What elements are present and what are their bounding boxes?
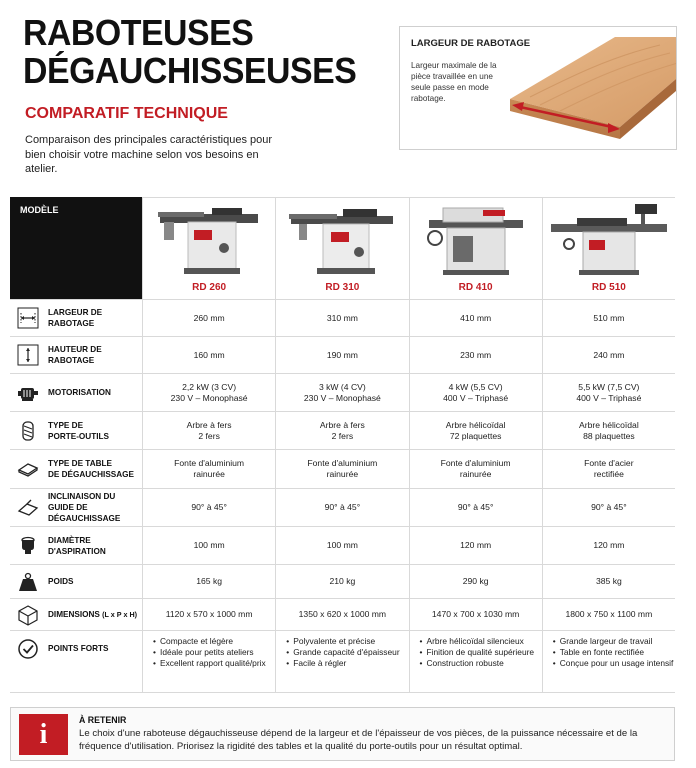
comparison-table (10, 197, 675, 693)
table-row (10, 374, 675, 412)
row-label (10, 599, 142, 630)
planing-width-icon (16, 306, 40, 330)
list-item: • Idéale pour petits ateliers (153, 647, 266, 658)
dust-port-icon (16, 534, 40, 558)
list-item: • Construction robuste (420, 658, 535, 669)
model-name-rd260: RD 260 (192, 282, 227, 293)
row-label-line-2: GUIDE DE DÉGAUCHISSAGE (48, 503, 121, 523)
page-title-line-1: RABOTEUSES (23, 12, 254, 53)
table-cell: 385 kg (542, 565, 675, 598)
list-item: • Table en fonte rectifiée (553, 647, 674, 658)
row-label-line-2: RABOTAGE (48, 356, 95, 365)
model-column-rd410 (409, 197, 542, 299)
table-cell: Arbre hélicoïdal 72 plaquettes (409, 412, 542, 449)
list-item: • Facile à régler (286, 658, 399, 669)
table-cell: 1470 x 700 x 1030 mm (409, 599, 542, 630)
model-name-rd510: RD 510 (591, 282, 626, 293)
dimensions-icon (16, 603, 40, 627)
table-cell: Arbre à fers 2 fers (142, 412, 275, 449)
table-cell: 90° à 45° (409, 489, 542, 526)
machine-image-rd310 (287, 202, 397, 278)
table-row (10, 489, 675, 527)
table-cell (275, 631, 408, 692)
callout-title: LARGEUR DE RABOTAGE (411, 38, 531, 49)
table-cell: 90° à 45° (275, 489, 408, 526)
table-cell: 120 mm (409, 527, 542, 564)
row-label (10, 300, 142, 336)
row-label-line-1: POIDS (48, 577, 74, 586)
row-label-line-1: DIMENSIONS (48, 610, 100, 619)
note-title: À RETENIR (79, 715, 127, 725)
table-cell: 510 mm (542, 300, 675, 336)
table-cell: 120 mm (542, 527, 675, 564)
list-item: • Arbre hélicoïdal silencieux (420, 636, 535, 647)
cutter-head-icon (16, 419, 40, 443)
row-label-line-1: LARGEUR DE (48, 308, 103, 317)
row-label-line-1: HAUTEUR DE (48, 345, 102, 354)
table-cell: 410 mm (409, 300, 542, 336)
strengths-list-rd310 (286, 636, 399, 669)
table-cell: Arbre à fers 2 fers (275, 412, 408, 449)
machine-image-rd260 (154, 202, 264, 278)
machine-image-rd410 (421, 202, 531, 278)
list-item: • Compacte et légère (153, 636, 266, 647)
row-label (10, 412, 142, 449)
strengths-list-rd510 (553, 636, 674, 669)
table-cell (142, 631, 275, 692)
list-item: • Grande capacité d'épaisseur (286, 647, 399, 658)
row-label-suffix: (L x P x H) (102, 610, 138, 619)
row-label-line-1: TYPE DE (48, 420, 84, 430)
table-cell: 5,5 kW (7,5 CV) 400 V – Triphasé (542, 374, 675, 411)
table-row-strengths (10, 631, 675, 693)
model-column-rd260 (142, 197, 275, 299)
table-cell: Arbre hélicoïdal 88 plaquettes (542, 412, 675, 449)
model-name-rd310: RD 310 (325, 282, 360, 293)
table-plate-icon (16, 457, 40, 481)
table-cell: 4 kW (5,5 CV) 400 V – Triphasé (409, 374, 542, 411)
model-header: MODÈLE (10, 197, 142, 299)
table-cell: 1800 x 750 x 1100 mm (542, 599, 675, 630)
table-row (10, 450, 675, 489)
check-circle-icon (16, 637, 40, 661)
row-label-line-2: DE DÉGAUCHISSAGE (48, 470, 134, 479)
row-label-line-1: MOTORISATION (48, 388, 111, 397)
table-cell: 90° à 45° (142, 489, 275, 526)
table-cell: Fonte d'aluminium rainurée (275, 450, 408, 488)
table-cell: Fonte d'aluminium rainurée (142, 450, 275, 488)
table-cell (542, 631, 675, 692)
table-cell: 190 mm (275, 337, 408, 373)
table-row (10, 412, 675, 450)
page-title (23, 14, 356, 90)
table-cell: 210 kg (275, 565, 408, 598)
fence-tilt-icon (16, 496, 40, 520)
machine-image-rd510 (549, 202, 669, 278)
strengths-list-rd410 (420, 636, 535, 669)
row-label-line-1: INCLINAISON DU (48, 492, 116, 501)
table-cell: 100 mm (142, 527, 275, 564)
callout-text: Largeur maximale de la pièce travaillée en une seule passe en mode rabotage. (411, 61, 497, 103)
motor-icon (16, 381, 40, 405)
table-cell: Fonte d'acier rectifiée (542, 450, 675, 488)
list-item: • Grande largeur de travail (553, 636, 674, 647)
table-cell: 2,2 kW (3 CV) 230 V – Monophasé (142, 374, 275, 411)
table-cell: 1350 x 620 x 1000 mm (275, 599, 408, 630)
table-cell: 240 mm (542, 337, 675, 373)
model-name-rd410: RD 410 (458, 282, 493, 293)
table-cell: 1120 x 570 x 1000 mm (142, 599, 275, 630)
row-label (10, 631, 142, 692)
list-item: • Polyvalente et précise (286, 636, 399, 647)
table-cell: 165 kg (142, 565, 275, 598)
table-cell: Fonte d'aluminium rainurée (409, 450, 542, 488)
table-cell: 290 kg (409, 565, 542, 598)
row-label-line-2: D'ASPIRATION (48, 546, 106, 556)
table-cell: 3 kW (4 CV) 230 V – Monophasé (275, 374, 408, 411)
row-label (10, 374, 142, 411)
list-item: • Finition de qualité supérieure (420, 647, 535, 658)
model-column-rd510 (542, 197, 675, 299)
table-cell: 310 mm (275, 300, 408, 336)
intro-text: Comparaison des principales caractéristiques pour bien choisir votre machine selon vos besoins en atelier. (25, 134, 273, 175)
weight-icon (16, 570, 40, 594)
table-header-row (10, 197, 675, 300)
table-cell: 90° à 45° (542, 489, 675, 526)
row-label-line-1: TYPE DE TABLE (48, 459, 112, 468)
note-text: Le choix d'une raboteuse dégauchisseuse dépend de la largeur et de l'épaisseur de vos pièces, de la puissance nécessaire et de la fréquence d'utilisation. Priorisez la rigidité des tables et la qualité du porte-outils pour un résultat optimal. (79, 728, 638, 752)
table-row (10, 300, 675, 337)
page-title-line-2: DÉGAUCHISSEUSES (23, 50, 357, 91)
table-cell (409, 631, 542, 692)
list-item: • Excellent rapport qualité/prix (153, 658, 266, 669)
model-column-rd310 (275, 197, 408, 299)
info-icon: i (19, 714, 68, 755)
planing-height-icon (16, 343, 40, 367)
row-label (10, 450, 142, 488)
planing-width-callout (399, 26, 677, 150)
table-row (10, 337, 675, 374)
row-label-line-1: DIAMÈTRE (48, 535, 91, 545)
key-takeaway-box (10, 707, 675, 761)
page-subtitle: COMPARATIF TECHNIQUE (25, 105, 228, 122)
row-label (10, 565, 142, 598)
row-label-line-1: POINTS FORTS (48, 644, 109, 653)
table-cell: 260 mm (142, 300, 275, 336)
row-label-line-2: PORTE-OUTILS (48, 431, 109, 441)
table-row (10, 527, 675, 565)
row-label-line-2: RABOTAGE (48, 319, 95, 328)
row-label (10, 527, 142, 564)
row-label (10, 337, 142, 373)
table-cell: 160 mm (142, 337, 275, 373)
strengths-list-rd260 (153, 636, 266, 669)
list-item: • Conçue pour un usage intensif (553, 658, 674, 669)
table-row (10, 565, 675, 599)
table-cell: 230 mm (409, 337, 542, 373)
table-row (10, 599, 675, 631)
table-cell: 100 mm (275, 527, 408, 564)
row-label (10, 489, 142, 526)
